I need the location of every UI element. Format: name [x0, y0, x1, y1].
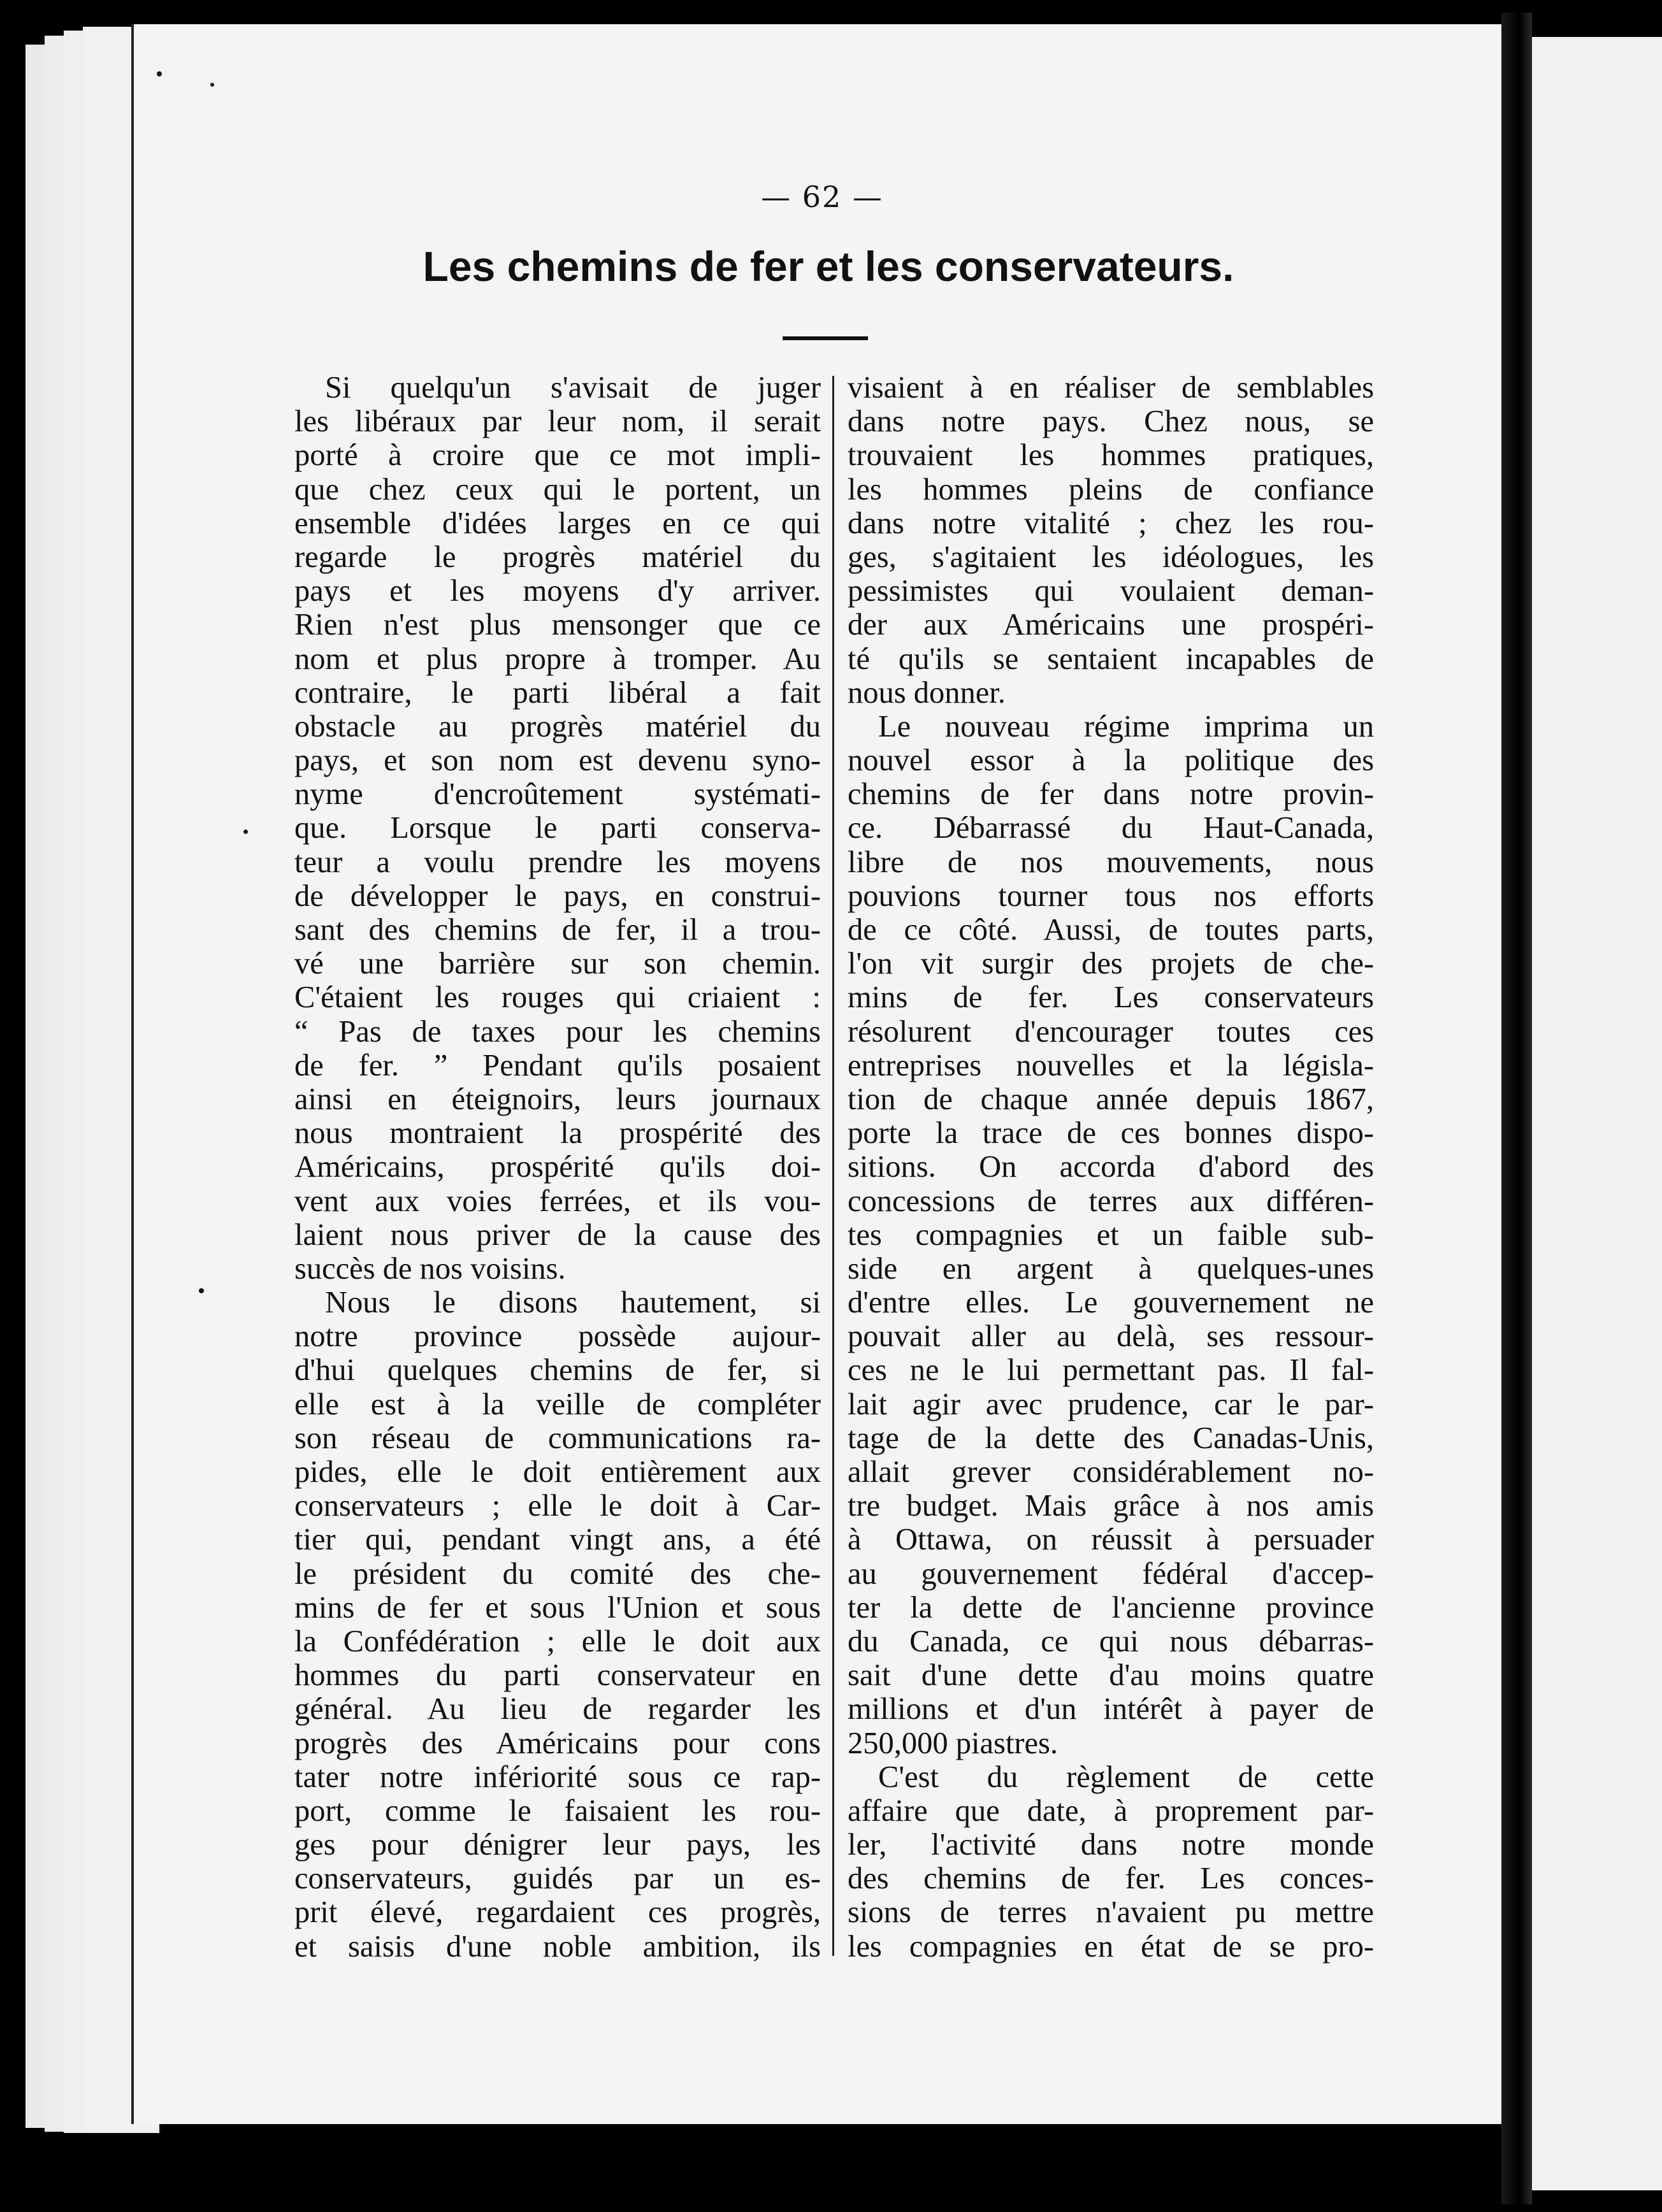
text-line: ainsi en éteignoirs, leurs journaux: [294, 1082, 821, 1116]
text-line: té qu'ils se sentaient incapables de: [848, 642, 1374, 676]
text-line: pouvait aller au delà, ses ressour-: [848, 1319, 1374, 1354]
text-line: d'hui quelques chemins de fer, si: [294, 1353, 821, 1388]
text-line: de ce côté. Aussi, de toutes parts,: [848, 913, 1374, 947]
text-line: chemins de fer dans notre provin-: [848, 777, 1374, 812]
text-line: pessimistes qui voulaient deman-: [848, 574, 1374, 608]
text-line: ges pour dénigrer leur pays, les: [294, 1828, 821, 1862]
text-line: Si quelqu'un s'avisait de juger: [325, 371, 821, 405]
text-line: nous donner.: [848, 675, 1006, 710]
facing-page-edge: [1532, 37, 1662, 2190]
text-line: notre province possède aujour-: [294, 1319, 821, 1354]
text-line: obstacle au progrès matériel du: [294, 709, 821, 743]
text-line: pays et les moyens d'y arriver.: [294, 574, 821, 608]
text-line: side en argent à quelques-unes: [848, 1251, 1374, 1286]
text-line: entreprises nouvelles et la législa-: [848, 1048, 1374, 1082]
text-line: lait agir avec prudence, car le par-: [848, 1387, 1374, 1421]
speck: [243, 830, 248, 834]
text-line: au gouvernement fédéral d'accep-: [848, 1556, 1374, 1591]
text-line: vé une barrière sur son chemin.: [294, 947, 821, 981]
text-line: tes compagnies et un faible sub-: [848, 1217, 1374, 1252]
text-line: ces ne le lui permettant pas. Il fal-: [848, 1353, 1374, 1388]
text-line: tre budget. Mais grâce à nos amis: [848, 1489, 1374, 1523]
text-line: ce. Débarrassé du Haut-Canada,: [848, 811, 1374, 845]
text-line: nom et plus propre à tromper. Au: [294, 642, 821, 676]
text-line: nyme d'encroûtement systémati-: [294, 777, 821, 812]
text-line: Rien n'est plus mensonger que ce: [294, 608, 821, 642]
text-line: la Confédération ; elle le doit aux: [294, 1624, 821, 1658]
text-line: trouvaient les hommes pratiques,: [848, 438, 1374, 473]
text-line: du Canada, ce qui nous débarras-: [848, 1624, 1374, 1658]
text-line: Le nouveau régime imprima un: [878, 709, 1374, 743]
text-line: général. Au lieu de regarder les: [294, 1692, 821, 1727]
text-line: laient nous priver de la cause des: [294, 1217, 821, 1252]
text-line: libre de nos mouvements, nous: [848, 845, 1374, 879]
text-line: tion de chaque année depuis 1867,: [848, 1082, 1374, 1116]
text-line: pides, elle le doit entièrement aux: [294, 1455, 821, 1489]
text-line: mins de fer. Les conservateurs: [848, 980, 1374, 1015]
text-line: le président du comité des che-: [294, 1556, 821, 1591]
left-column: [294, 371, 821, 1964]
speck: [199, 1288, 204, 1293]
text-line: les libéraux par leur nom, il serait: [294, 405, 821, 439]
text-line: mins de fer et sous l'Union et sous: [294, 1590, 821, 1625]
text-line: contraire, le parti libéral a fait: [294, 675, 821, 710]
text-line: “ Pas de taxes pour les chemins: [294, 1014, 821, 1049]
text-line: pays, et son nom est devenu syno-: [294, 743, 821, 778]
text-line: tier qui, pendant vingt ans, a été: [294, 1523, 821, 1557]
text-line: teur a voulu prendre les moyens: [294, 845, 821, 879]
text-line: pouvions tourner tous nos efforts: [848, 879, 1374, 913]
text-line: Nous le disons hautement, si: [325, 1286, 821, 1320]
text-line: hommes du parti conservateur en: [294, 1658, 821, 1693]
article-title: Les chemins de fer et les conservateurs.: [423, 243, 1234, 290]
text-line: conservateurs, guidés par un es-: [294, 1862, 821, 1896]
text-line: les compagnies en état de se pro-: [848, 1929, 1374, 1964]
text-line: 250,000 piastres.: [848, 1726, 1059, 1760]
text-line: des chemins de fer. Les conces-: [848, 1862, 1374, 1896]
text-line: sions de terres n'avaient pu mettre: [848, 1895, 1374, 1930]
title-rule: [783, 336, 868, 340]
text-line: de développer le pays, en construi-: [294, 879, 821, 913]
text-line: tage de la dette des Canadas-Unis,: [848, 1421, 1374, 1455]
text-line: ler, l'activité dans notre monde: [848, 1828, 1374, 1862]
text-line: que. Lorsque le parti conserva-: [294, 811, 821, 845]
text-line: sait d'une dette d'au moins quatre: [848, 1658, 1374, 1693]
speck: [157, 71, 162, 76]
text-line: succès de nos voisins.: [294, 1251, 566, 1286]
text-line: C'étaient les rouges qui criaient :: [294, 980, 821, 1015]
text-line: porté à croire que ce mot impli-: [294, 438, 821, 473]
text-line: vent aux voies ferrées, et ils vou-: [294, 1184, 821, 1218]
text-line: dans notre vitalité ; chez les rou-: [848, 506, 1374, 540]
text-line: conservateurs ; elle le doit à Car-: [294, 1489, 821, 1523]
text-line: dans notre pays. Chez nous, se: [848, 405, 1374, 439]
text-line: elle est à la veille de compléter: [294, 1387, 821, 1421]
text-line: concessions de terres aux différen-: [848, 1184, 1374, 1218]
column-divider: [832, 376, 834, 1956]
text-line: de fer. ” Pendant qu'ils posaient: [294, 1048, 821, 1082]
text-line: son réseau de communications ra-: [294, 1421, 821, 1455]
text-line: tater notre infériorité sous ce rap-: [294, 1760, 821, 1794]
text-line: sitions. On accorda d'abord des: [848, 1150, 1374, 1184]
text-line: que chez ceux qui le portent, un: [294, 472, 821, 506]
text-line: progrès des Américains pour cons: [294, 1726, 821, 1760]
text-line: à Ottawa, on réussit à persuader: [848, 1523, 1374, 1557]
text-line: ter la dette de l'ancienne province: [848, 1590, 1374, 1625]
text-line: prit élevé, regardaient ces progrès,: [294, 1895, 821, 1930]
text-line: nouvel essor à la politique des: [848, 743, 1374, 778]
text-line: ensemble d'idées larges en ce qui: [294, 506, 821, 540]
text-line: C'est du règlement de cette: [878, 1760, 1374, 1794]
text-line: visaient à en réaliser de semblables: [848, 371, 1374, 405]
page-number: — 62 —: [761, 180, 883, 214]
text-line: allait grever considérablement no-: [848, 1455, 1374, 1489]
text-line: der aux Américains une prospéri-: [848, 608, 1374, 642]
text-line: d'entre elles. Le gouvernement ne: [848, 1286, 1374, 1320]
text-line: port, comme le faisaient les rou-: [294, 1793, 821, 1828]
speck: [210, 83, 214, 87]
text-line: et saisis d'une noble ambition, ils: [294, 1929, 821, 1964]
text-line: les hommes pleins de confiance: [848, 472, 1374, 506]
text-line: millions et d'un intérêt à payer de: [848, 1692, 1374, 1727]
text-line: nous montraient la prospérité des: [294, 1116, 821, 1151]
right-column: [848, 371, 1374, 1964]
text-line: Américains, prospérité qu'ils doi-: [294, 1150, 821, 1184]
text-line: affaire que date, à proprement par-: [848, 1793, 1374, 1828]
text-line: porte la trace de ces bonnes dispo-: [848, 1116, 1374, 1151]
text-line: ges, s'agitaient les idéologues, les: [848, 540, 1374, 574]
text-line: sant des chemins de fer, il a trou-: [294, 913, 821, 947]
text-line: l'on vit surgir des projets de che-: [848, 947, 1374, 981]
text-line: résolurent d'encourager toutes ces: [848, 1014, 1374, 1049]
text-line: regarde le progrès matériel du: [294, 540, 821, 574]
gutter-shadow: [1501, 13, 1532, 2204]
